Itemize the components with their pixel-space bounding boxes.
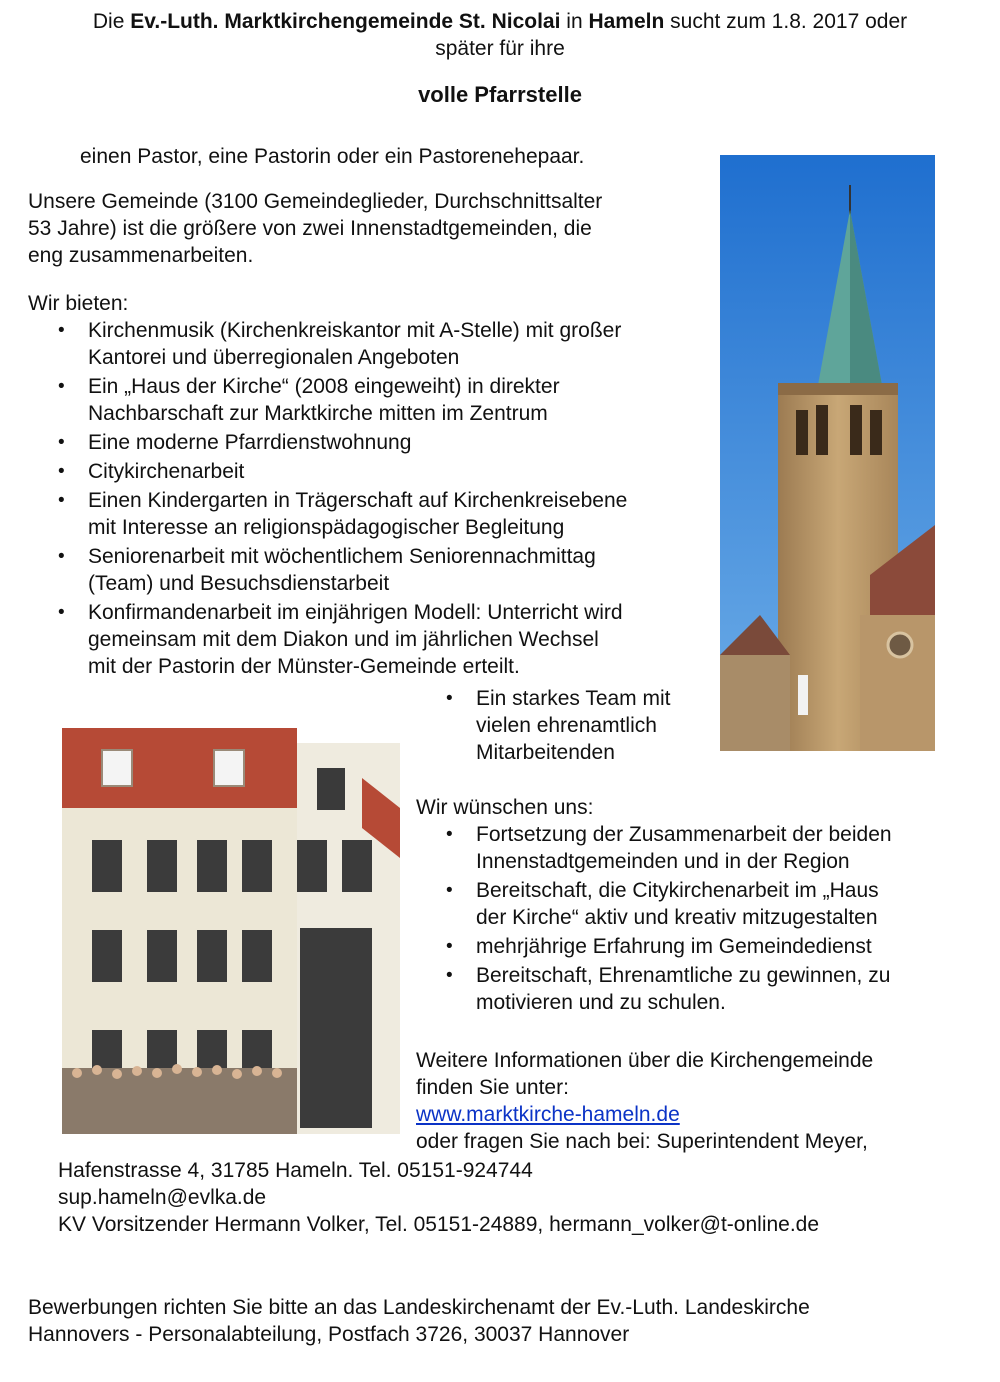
email-line: sup.hameln@evlka.de bbox=[58, 1186, 267, 1209]
contact-section bbox=[416, 1047, 986, 1155]
list-item-line: • Seniorenarbeit mit wöchentlichem Seniorennachmittag bbox=[88, 545, 596, 568]
application-line: Hannovers - Personalabteilung, Postfach 3726, 30037 Hannover bbox=[28, 1323, 630, 1346]
page-header bbox=[0, 8, 1000, 62]
application-section bbox=[28, 1294, 810, 1348]
kv-line: KV Vorsitzender Hermann Volker, Tel. 05151-24889, hermann_volker@t-online.de bbox=[58, 1213, 820, 1236]
list-item-line: Nachbarschaft zur Marktkirche mitten im Zentrum bbox=[88, 402, 548, 425]
list-item bbox=[28, 487, 718, 541]
list-item-line: • mehrjährige Erfahrung im Gemeindedienst bbox=[476, 935, 872, 958]
ask-line: oder fragen Sie nach bei: Superintendent Meyer, bbox=[416, 1130, 868, 1153]
list-item-line: • Kirchenmusik (Kirchenkreiskantor mit A-Stelle) mit großer bbox=[88, 319, 622, 342]
list-item-line: • Fortsetzung der Zusammenarbeit der beiden bbox=[476, 823, 892, 846]
list-item-line: motivieren und zu schulen. bbox=[476, 991, 726, 1014]
page-title: volle Pfarrstelle bbox=[418, 82, 582, 107]
list-item-line: • Einen Kindergarten in Trägerschaft auf Kirchenkreisebene bbox=[88, 489, 628, 512]
list-item bbox=[28, 458, 718, 485]
wishes-section bbox=[416, 794, 986, 1018]
list-item bbox=[28, 317, 718, 371]
wishes-heading: Wir wünschen uns: bbox=[416, 796, 594, 819]
church-tower-illustration bbox=[720, 155, 935, 751]
church-tower-photo bbox=[720, 155, 935, 751]
description bbox=[28, 188, 602, 269]
list-item bbox=[28, 599, 718, 680]
in-word: in bbox=[560, 10, 589, 33]
list-item-line: • Bereitschaft, die Citykirchenarbeit im „Haus bbox=[476, 879, 879, 902]
list-item-line: der Kirche“ aktiv und kreativ mitzugestalten bbox=[476, 906, 878, 929]
contact-details bbox=[58, 1157, 819, 1238]
list-item bbox=[28, 373, 718, 427]
list-item-line: vielen ehrenamtlich bbox=[476, 714, 657, 737]
building-illustration bbox=[62, 688, 400, 1134]
application-line: Bewerbungen richten Sie bitte an das Landeskirchenamt der Ev.-Luth. Landeskirche bbox=[28, 1296, 810, 1319]
city-name: Hameln bbox=[588, 10, 665, 33]
intro-line-2: später für ihre bbox=[435, 37, 565, 60]
list-item-line: • Konfirmandenarbeit im einjährigen Modell: Unterricht wird bbox=[88, 601, 623, 624]
list-item bbox=[28, 429, 718, 456]
list-item-line: mit der Pastorin der Münster-Gemeinde erteilt. bbox=[88, 655, 520, 678]
address-line: Hafenstrasse 4, 31785 Hameln. Tel. 05151-924744 bbox=[58, 1159, 533, 1182]
list-item bbox=[28, 543, 718, 597]
list-item-line: Kantorei und überregionalen Angeboten bbox=[88, 346, 460, 369]
list-item-line: gemeinsam mit dem Diakon und im jährlichen Wechsel bbox=[88, 628, 599, 651]
info-line: finden Sie unter: bbox=[416, 1076, 569, 1099]
list-item-line: • Ein „Haus der Kirche“ (2008 eingeweiht) in direkter bbox=[88, 375, 560, 398]
list-item bbox=[416, 962, 986, 1016]
list-item-line: Innenstadtgemeinden und in der Region bbox=[476, 850, 850, 873]
wishes-list bbox=[416, 821, 986, 1016]
description-line: eng zusammenarbeiten. bbox=[28, 244, 254, 267]
target-line: einen Pastor, eine Pastorin oder ein Pastorenehepaar. bbox=[80, 145, 585, 168]
offer-extra bbox=[416, 685, 716, 768]
info-line: Weitere Informationen über die Kirchengemeinde bbox=[416, 1049, 874, 1072]
list-item bbox=[416, 821, 986, 875]
org-name: Ev.-Luth. Marktkirchengemeinde St. Nicolai bbox=[130, 10, 561, 33]
description-line: Unsere Gemeinde (3100 Gemeindeglieder, Durchschnittsalter bbox=[28, 190, 603, 213]
offer-section bbox=[28, 290, 718, 682]
offer-heading: Wir bieten: bbox=[28, 292, 129, 315]
list-item-line: (Team) und Besuchsdienstarbeit bbox=[88, 572, 390, 595]
list-item bbox=[416, 685, 716, 766]
list-item-line: • Bereitschaft, Ehrenamtliche zu gewinnen, zu bbox=[476, 964, 891, 987]
offer-list bbox=[28, 317, 718, 680]
description-line: 53 Jahre) ist die größere von zwei Innenstadtgemeinden, die bbox=[28, 217, 592, 240]
offer-extra-list bbox=[416, 685, 716, 766]
website-link[interactable]: www.marktkirche-hameln.de bbox=[416, 1103, 680, 1126]
list-item bbox=[416, 877, 986, 931]
intro-pre: Die bbox=[92, 10, 131, 33]
list-item-line: • Ein starkes Team mit bbox=[476, 687, 671, 710]
intro-post: sucht zum 1.8. 2017 oder bbox=[664, 10, 908, 33]
list-item-line: Mitarbeitenden bbox=[476, 741, 615, 764]
house-of-church-photo bbox=[62, 688, 400, 1134]
list-item-line: • Citykirchenarbeit bbox=[88, 460, 245, 483]
list-item-line: mit Interesse an religionspädagogischer Begleitung bbox=[88, 516, 565, 539]
list-item-line: • Eine moderne Pfarrdienstwohnung bbox=[88, 431, 412, 454]
list-item bbox=[416, 933, 986, 960]
